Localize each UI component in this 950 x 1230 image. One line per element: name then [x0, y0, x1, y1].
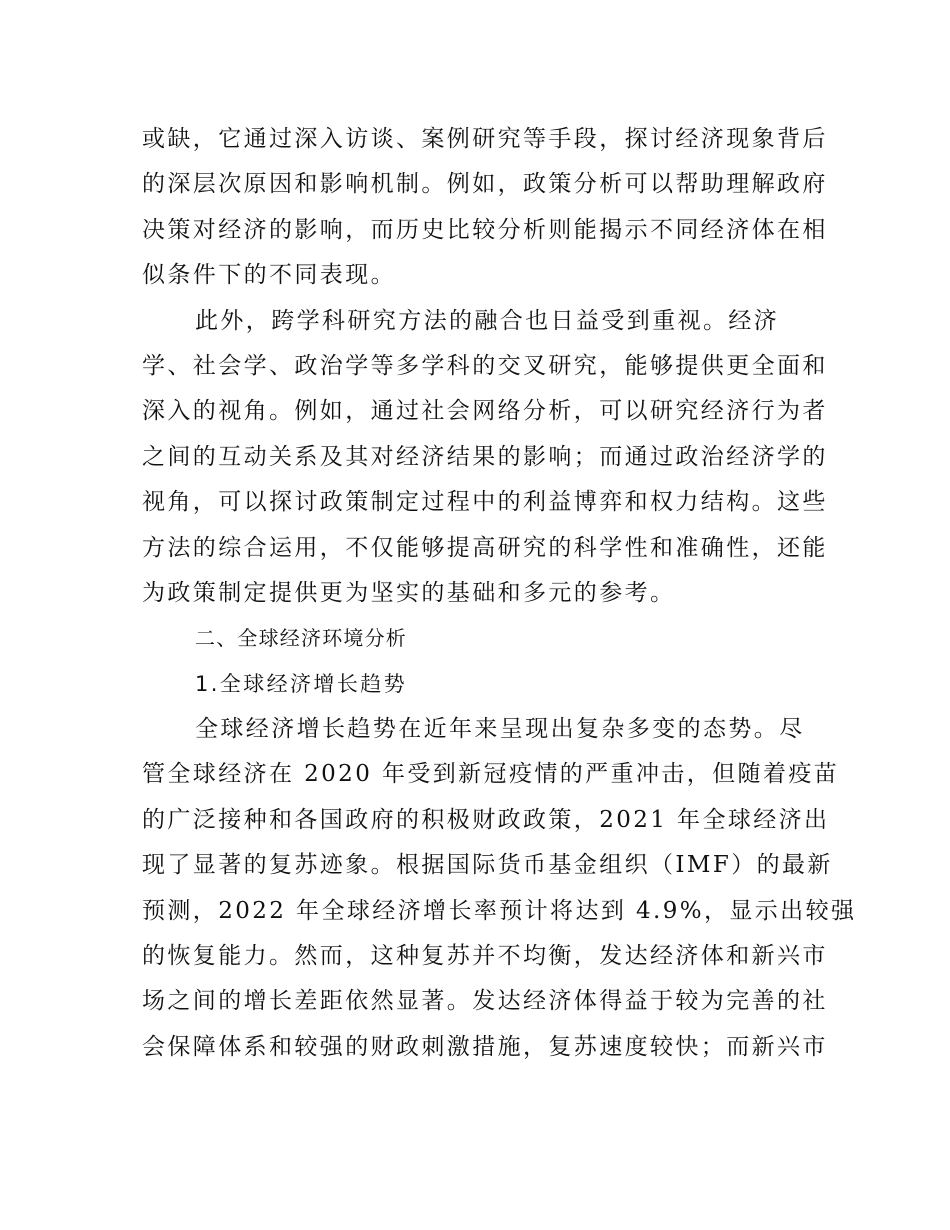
paragraph-line: 全球经济增长趋势在近年来呈现出复杂多变的态势。尽	[195, 716, 805, 743]
paragraph-line: 场之间的增长差距依然显著。发达经济体得益于较为完善的社	[142, 988, 828, 1015]
paragraph-line: 的恢复能力。然而，这种复苏并不均衡，发达经济体和新兴市	[142, 943, 828, 970]
paragraph-line: 似条件下的不同表现。	[142, 262, 396, 289]
paragraph-line: 现了显著的复苏迹象。根据国际货币基金组织（IMF）的最新	[142, 852, 833, 879]
paragraph-line: 或缺，它通过深入访谈、案例研究等手段，探讨经济现象背后	[142, 126, 828, 152]
document-body	[142, 117, 857, 1070]
paragraph-line: 会保障体系和较强的财政刺激措施，复苏速度较快；而新兴市	[142, 1033, 828, 1060]
paragraph-global-growth	[142, 707, 857, 1070]
paragraph-line: 视角，可以探讨政策制定过程中的利益博弈和权力结构。这些	[142, 489, 828, 516]
paragraph-line: 之间的互动关系及其对经济结果的影响；而通过政治经济学的	[142, 443, 828, 470]
section-heading: 二、全球经济环境分析	[195, 626, 407, 651]
paragraph-line: 的深层次原因和影响机制。例如，政策分析可以帮助理解政府	[142, 171, 828, 198]
paragraph-line: 预测，2022 年全球经济增长率预计将达到 4.9%，显示出较强	[142, 897, 857, 924]
paragraph-line: 深入的视角。例如，通过社会网络分析，可以研究经济行为者	[142, 398, 828, 425]
paragraph-line: 管全球经济在 2020 年受到新冠疫情的严重冲击，但随着疫苗	[142, 761, 840, 788]
paragraph-line: 此外，跨学科研究方法的融合也日益受到重视。经济	[195, 307, 780, 334]
paragraph-line: 学、社会学、政治学等多学科的交叉研究，能够提供更全面和	[142, 352, 828, 379]
subsection-heading: 1.全球经济增长趋势	[195, 671, 408, 696]
paragraph-line: 的广泛接种和各国政府的积极财政政策，2021 年全球经济出	[142, 806, 830, 833]
paragraph-line: 决策对经济的影响，而历史比较分析则能揭示不同经济体在相	[142, 216, 828, 243]
paragraph-interdisciplinary-methods	[142, 299, 828, 617]
paragraph-line: 为政策制定提供更为坚实的基础和多元的参考。	[142, 579, 676, 606]
paragraph-line: 方法的综合运用，不仅能够提高研究的科学性和准确性，还能	[142, 534, 828, 561]
paragraph-qualitative-methods	[142, 117, 828, 299]
